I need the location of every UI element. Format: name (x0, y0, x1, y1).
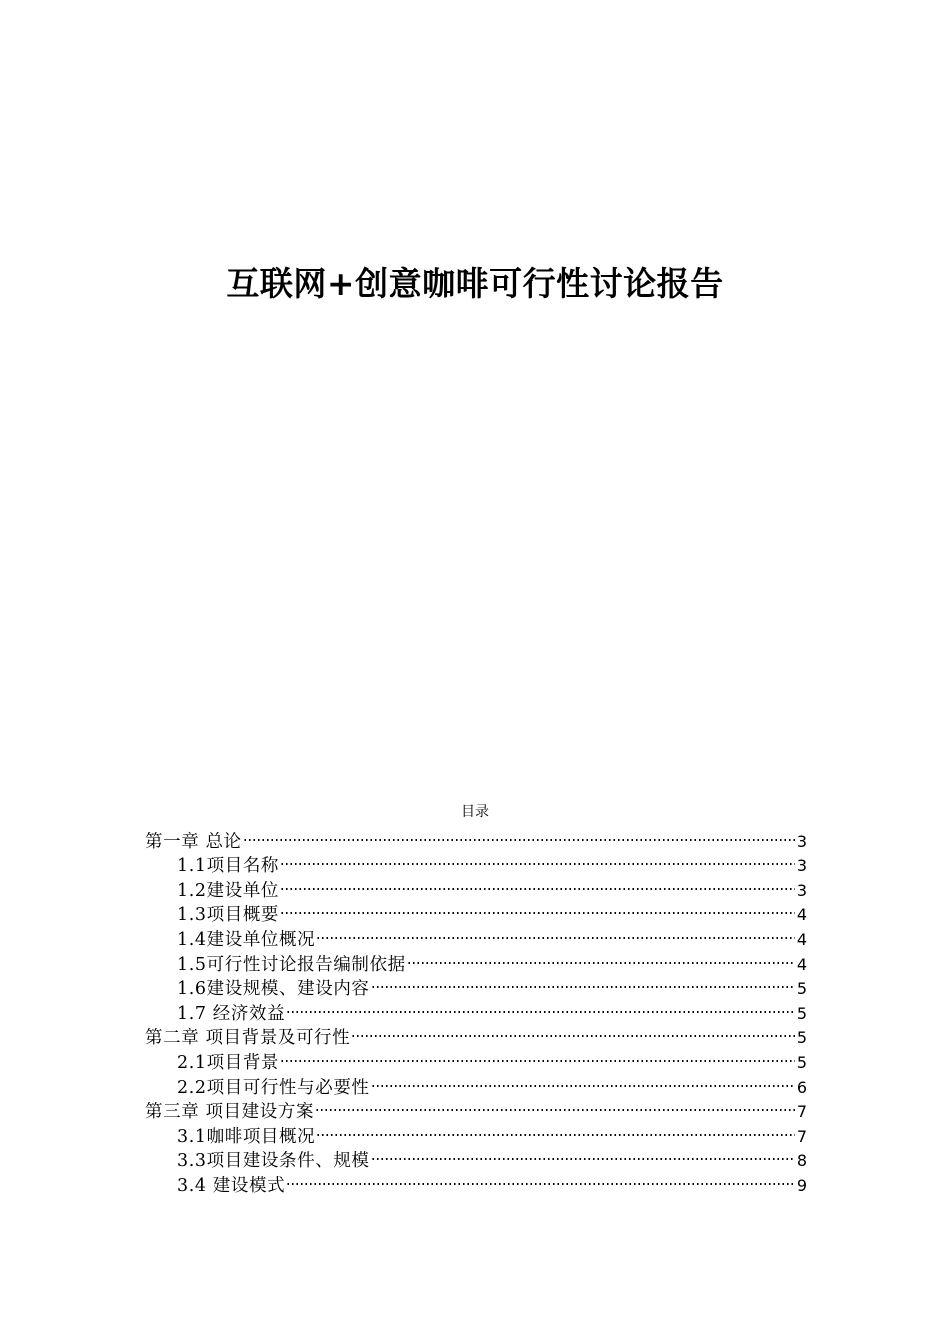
dot-leader (315, 1117, 796, 1142)
dot-leader (350, 1019, 796, 1044)
toc-entry-chapter-1[interactable] (145, 822, 807, 852)
toc-entry-label: 1.5可行性讨论报告编制依据 (177, 954, 406, 975)
toc-entry-page: 5 (796, 979, 807, 999)
toc-entry-page: 5 (796, 1028, 807, 1048)
document-title: 互联网+创意咖啡可行性讨论报告 (226, 264, 724, 303)
toc-entry-label: 1.2建设单位 (177, 880, 280, 901)
dot-leader (242, 822, 796, 847)
dot-leader (406, 945, 796, 970)
toc-entry-label: 1.7 经济效益 (177, 1003, 286, 1024)
toc-entry-label: 1.3项目概要 (177, 905, 280, 926)
toc-entry-label: 1.4建设单位概况 (177, 929, 316, 950)
toc-entry-label: 第一章 总论 (145, 831, 242, 852)
dot-leader (370, 1142, 796, 1167)
toc-entry-label: 3.4 建设模式 (177, 1175, 286, 1196)
toc-entry-page: 7 (796, 1102, 807, 1122)
toc-entry-label: 2.2项目可行性与必要性 (177, 1077, 370, 1098)
toc-entry-page: 7 (796, 1126, 807, 1146)
toc-entry-label: 1.6建设规模、建设内容 (177, 979, 370, 1000)
toc-heading: 目录 (461, 804, 489, 820)
toc-entry-page: 4 (796, 954, 807, 974)
dot-leader (370, 970, 796, 995)
toc-entry-label: 3.3项目建设条件、规模 (177, 1151, 370, 1172)
toc-entry-page: 5 (796, 1052, 807, 1072)
toc-entry-1-1[interactable] (145, 847, 807, 877)
dot-leader (315, 920, 796, 945)
toc-entry-page: 8 (796, 1151, 807, 1171)
toc-entry-page: 3 (796, 831, 807, 851)
toc-entry-page: 5 (796, 1003, 807, 1023)
toc-entry-page: 6 (796, 1077, 807, 1097)
toc-entry-label: 第二章 项目背景及可行性 (145, 1028, 351, 1049)
toc-entry-label: 第三章 项目建设方案 (145, 1102, 315, 1123)
toc-entry-page: 3 (796, 856, 807, 876)
table-of-contents (145, 822, 807, 1196)
toc-entry-label: 1.1项目名称 (177, 856, 280, 877)
toc-entry-page: 3 (796, 880, 807, 900)
toc-entry-page: 4 (796, 929, 807, 949)
dot-leader (285, 994, 796, 1019)
toc-entry-page: 9 (796, 1175, 807, 1195)
dot-leader (370, 1068, 796, 1093)
dot-leader (279, 1043, 796, 1068)
toc-entry-page: 4 (796, 905, 807, 925)
dot-leader (314, 1093, 796, 1118)
toc-entry-label: 3.1咖啡项目概况 (177, 1126, 316, 1147)
dot-leader (279, 896, 796, 921)
toc-entry-label: 2.1项目背景 (177, 1052, 280, 1073)
dot-leader (279, 871, 796, 896)
dot-leader (279, 847, 796, 872)
dot-leader (285, 1166, 796, 1191)
